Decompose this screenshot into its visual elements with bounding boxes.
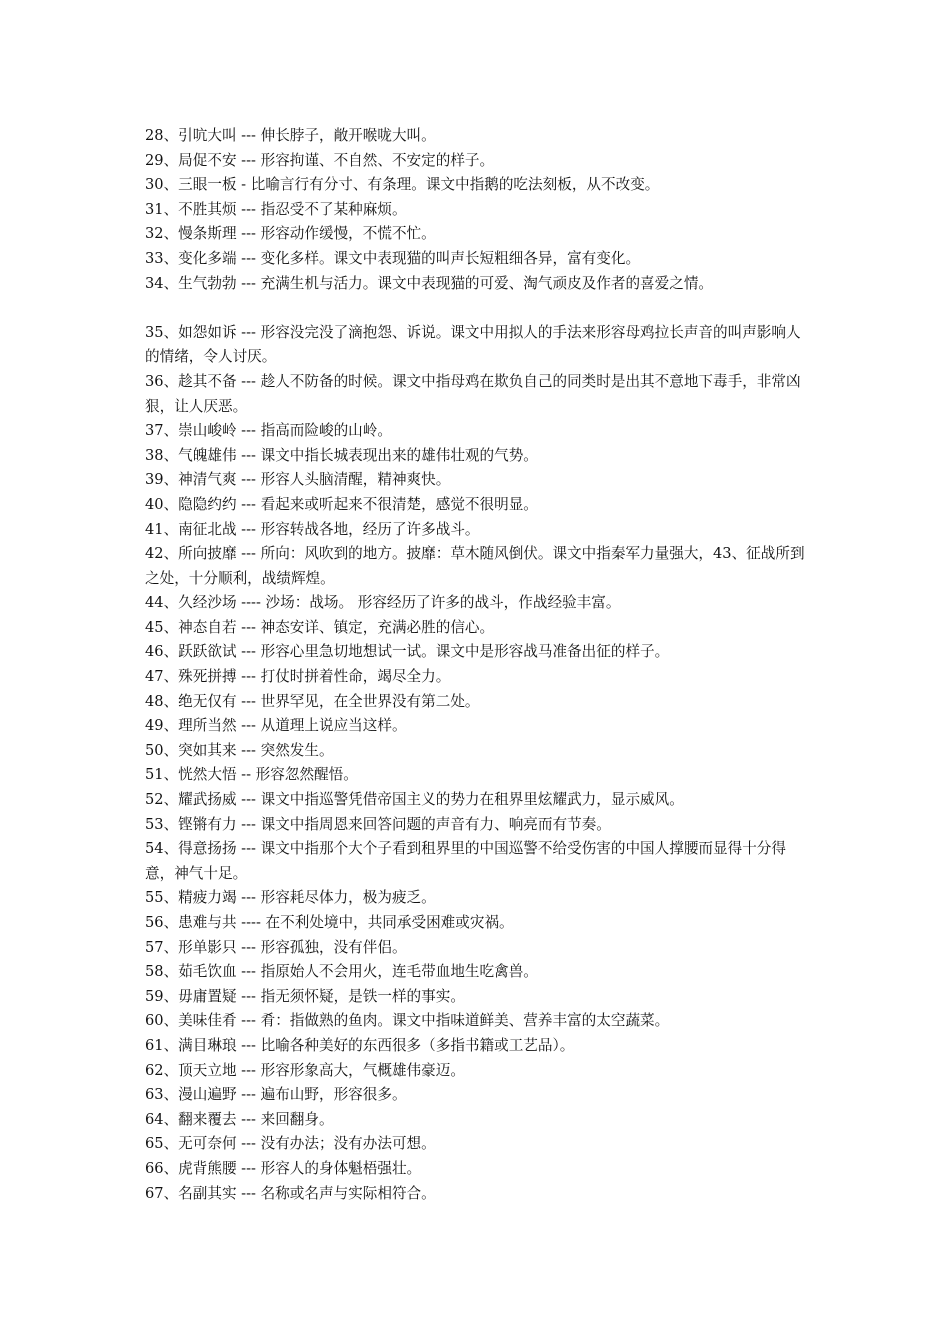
- idiom-entry: 47、殊死拼搏 --- 打仗时拼着性命，竭尽全力。: [145, 668, 451, 686]
- idiom-entry: 32、慢条斯理 --- 形容动作缓慢，不慌不忙。: [145, 225, 436, 243]
- idiom-entry: 52、耀武扬威 --- 课文中指巡警凭借帝国主义的势力在租界里炫耀武力，显示威风。: [145, 791, 684, 809]
- idiom-entry: 51、恍然大悟 -- 形容忽然醒悟。: [145, 766, 358, 784]
- idiom-entry: 35、如怨如诉 --- 形容没完没了滴抱怨、诉说。课文中用拟人的手法来形容母鸡拉长声音的叫声影响人的情绪，令人讨厌。: [145, 323, 801, 366]
- idiom-entry: 49、理所当然 --- 从道理上说应当这样。: [145, 717, 407, 735]
- idiom-group-1: [145, 124, 811, 296]
- idiom-entry: 60、美味佳肴 --- 肴：指做熟的鱼肉。课文中指味道鲜美、营养丰富的太空蔬菜。: [145, 1012, 670, 1030]
- idiom-entry: 46、跃跃欲试 --- 形容心里急切地想试一试。课文中是形容战马准备出征的样子。: [145, 643, 670, 661]
- idiom-entry: 38、气魄雄伟 --- 课文中指长城表现出来的雄伟壮观的气势。: [145, 446, 538, 464]
- idiom-entry: 39、神清气爽 --- 形容人头脑清醒，精神爽快。: [145, 471, 451, 489]
- idiom-entry: 31、不胜其烦 --- 指忍受不了某种麻烦。: [145, 200, 407, 218]
- idiom-entry: 42、所向披靡 --- 所向：风吹到的地方。披靡：草木随风倒伏。课文中指秦军力量强大，43、征战所到之处，十分顺利，战绩辉煌。: [145, 545, 805, 587]
- idiom-entry: 34、生气勃勃 --- 充满生机与活力。课文中表现猫的可爱、淘气顽皮及作者的喜爱之情。: [145, 274, 714, 292]
- idiom-entry: 40、隐隐约约 --- 看起来或听起来不很清楚，感觉不很明显。: [145, 495, 538, 513]
- idiom-entry: 45、神态自若 --- 神态安详、镇定，充满必胜的信心。: [145, 618, 495, 636]
- idiom-entry: 65、无可奈何 --- 没有办法；没有办法可想。: [145, 1135, 436, 1153]
- idiom-group-2: [145, 321, 811, 1206]
- idiom-entry: 56、患难与共 ---- 在不利处境中，共同承受困难或灾祸。: [145, 914, 514, 931]
- idiom-entry: 37、崇山峻岭 --- 指高而险峻的山岭。: [145, 422, 392, 440]
- idiom-entry: 58、茹毛饮血 --- 指原始人不会用火，连毛带血地生吃禽兽。: [145, 963, 538, 981]
- idiom-entry: 28、引吭大叫 --- 伸长脖子，敞开喉咙大叫。: [145, 127, 436, 144]
- idiom-entry: 61、满目琳琅 --- 比喻各种美好的东西很多（多指书籍或工艺品）。: [145, 1036, 575, 1054]
- idiom-entry: 64、翻来覆去 --- 来回翻身。: [145, 1110, 334, 1128]
- idiom-entry: 55、精疲力竭 --- 形容耗尽体力，极为疲乏。: [145, 889, 436, 907]
- idiom-entry: 41、南征北战 --- 形容转战各地，经历了许多战斗。: [145, 520, 480, 538]
- idiom-entry: 66、虎背熊腰 --- 形容人的身体魁梧强壮。: [145, 1159, 422, 1177]
- idiom-entry: 29、局促不安 --- 形容拘谨、不自然、不安定的样子。: [145, 151, 495, 169]
- idiom-entry: 30、三眼一板 - 比喻言行有分寸、有条理。课文中指鹅的吃法刻板，从不改变。: [145, 176, 660, 194]
- idiom-entry: 57、形单影只 --- 形容孤独，没有伴侣。: [145, 938, 407, 956]
- idiom-entry: 33、变化多端 --- 变化多样。课文中表现猫的叫声长短粗细各异，富有变化。: [145, 249, 641, 267]
- idiom-entry: 36、趁其不备 --- 趁人不防备的时候。课文中指母鸡在欺负自己的同类时是出其不意地下毒手，非常凶狠，让人厌恶。: [145, 372, 801, 415]
- idiom-entry: 44、久经沙场 ---- 沙场：战场。 形容经历了许多的战斗，作战经验丰富。: [145, 594, 621, 612]
- idiom-entry: 67、名副其实 --- 名称或名声与实际相符合。: [145, 1184, 436, 1202]
- idiom-entry: 63、漫山遍野 --- 遍布山野，形容很多。: [145, 1086, 407, 1104]
- document-page: [145, 124, 811, 1206]
- idiom-entry: 50、突如其来 --- 突然发生。: [145, 741, 334, 759]
- idiom-entry: 62、顶天立地 --- 形容形象高大，气概雄伟豪迈。: [145, 1061, 465, 1079]
- idiom-entry: 54、得意扬扬 --- 课文中指那个大个子看到租界里的中国巡警不给受伤害的中国人撑腰而显得十分得意，神气十足。: [145, 840, 786, 882]
- idiom-entry: 53、铿锵有力 --- 课文中指周恩来回答问题的声音有力、响亮而有节奏。: [145, 815, 611, 833]
- idiom-entry: 59、毋庸置疑 --- 指无须怀疑，是铁一样的事实。: [145, 987, 465, 1005]
- idiom-entry: 48、绝无仅有 --- 世界罕见，在全世界没有第二处。: [145, 692, 480, 710]
